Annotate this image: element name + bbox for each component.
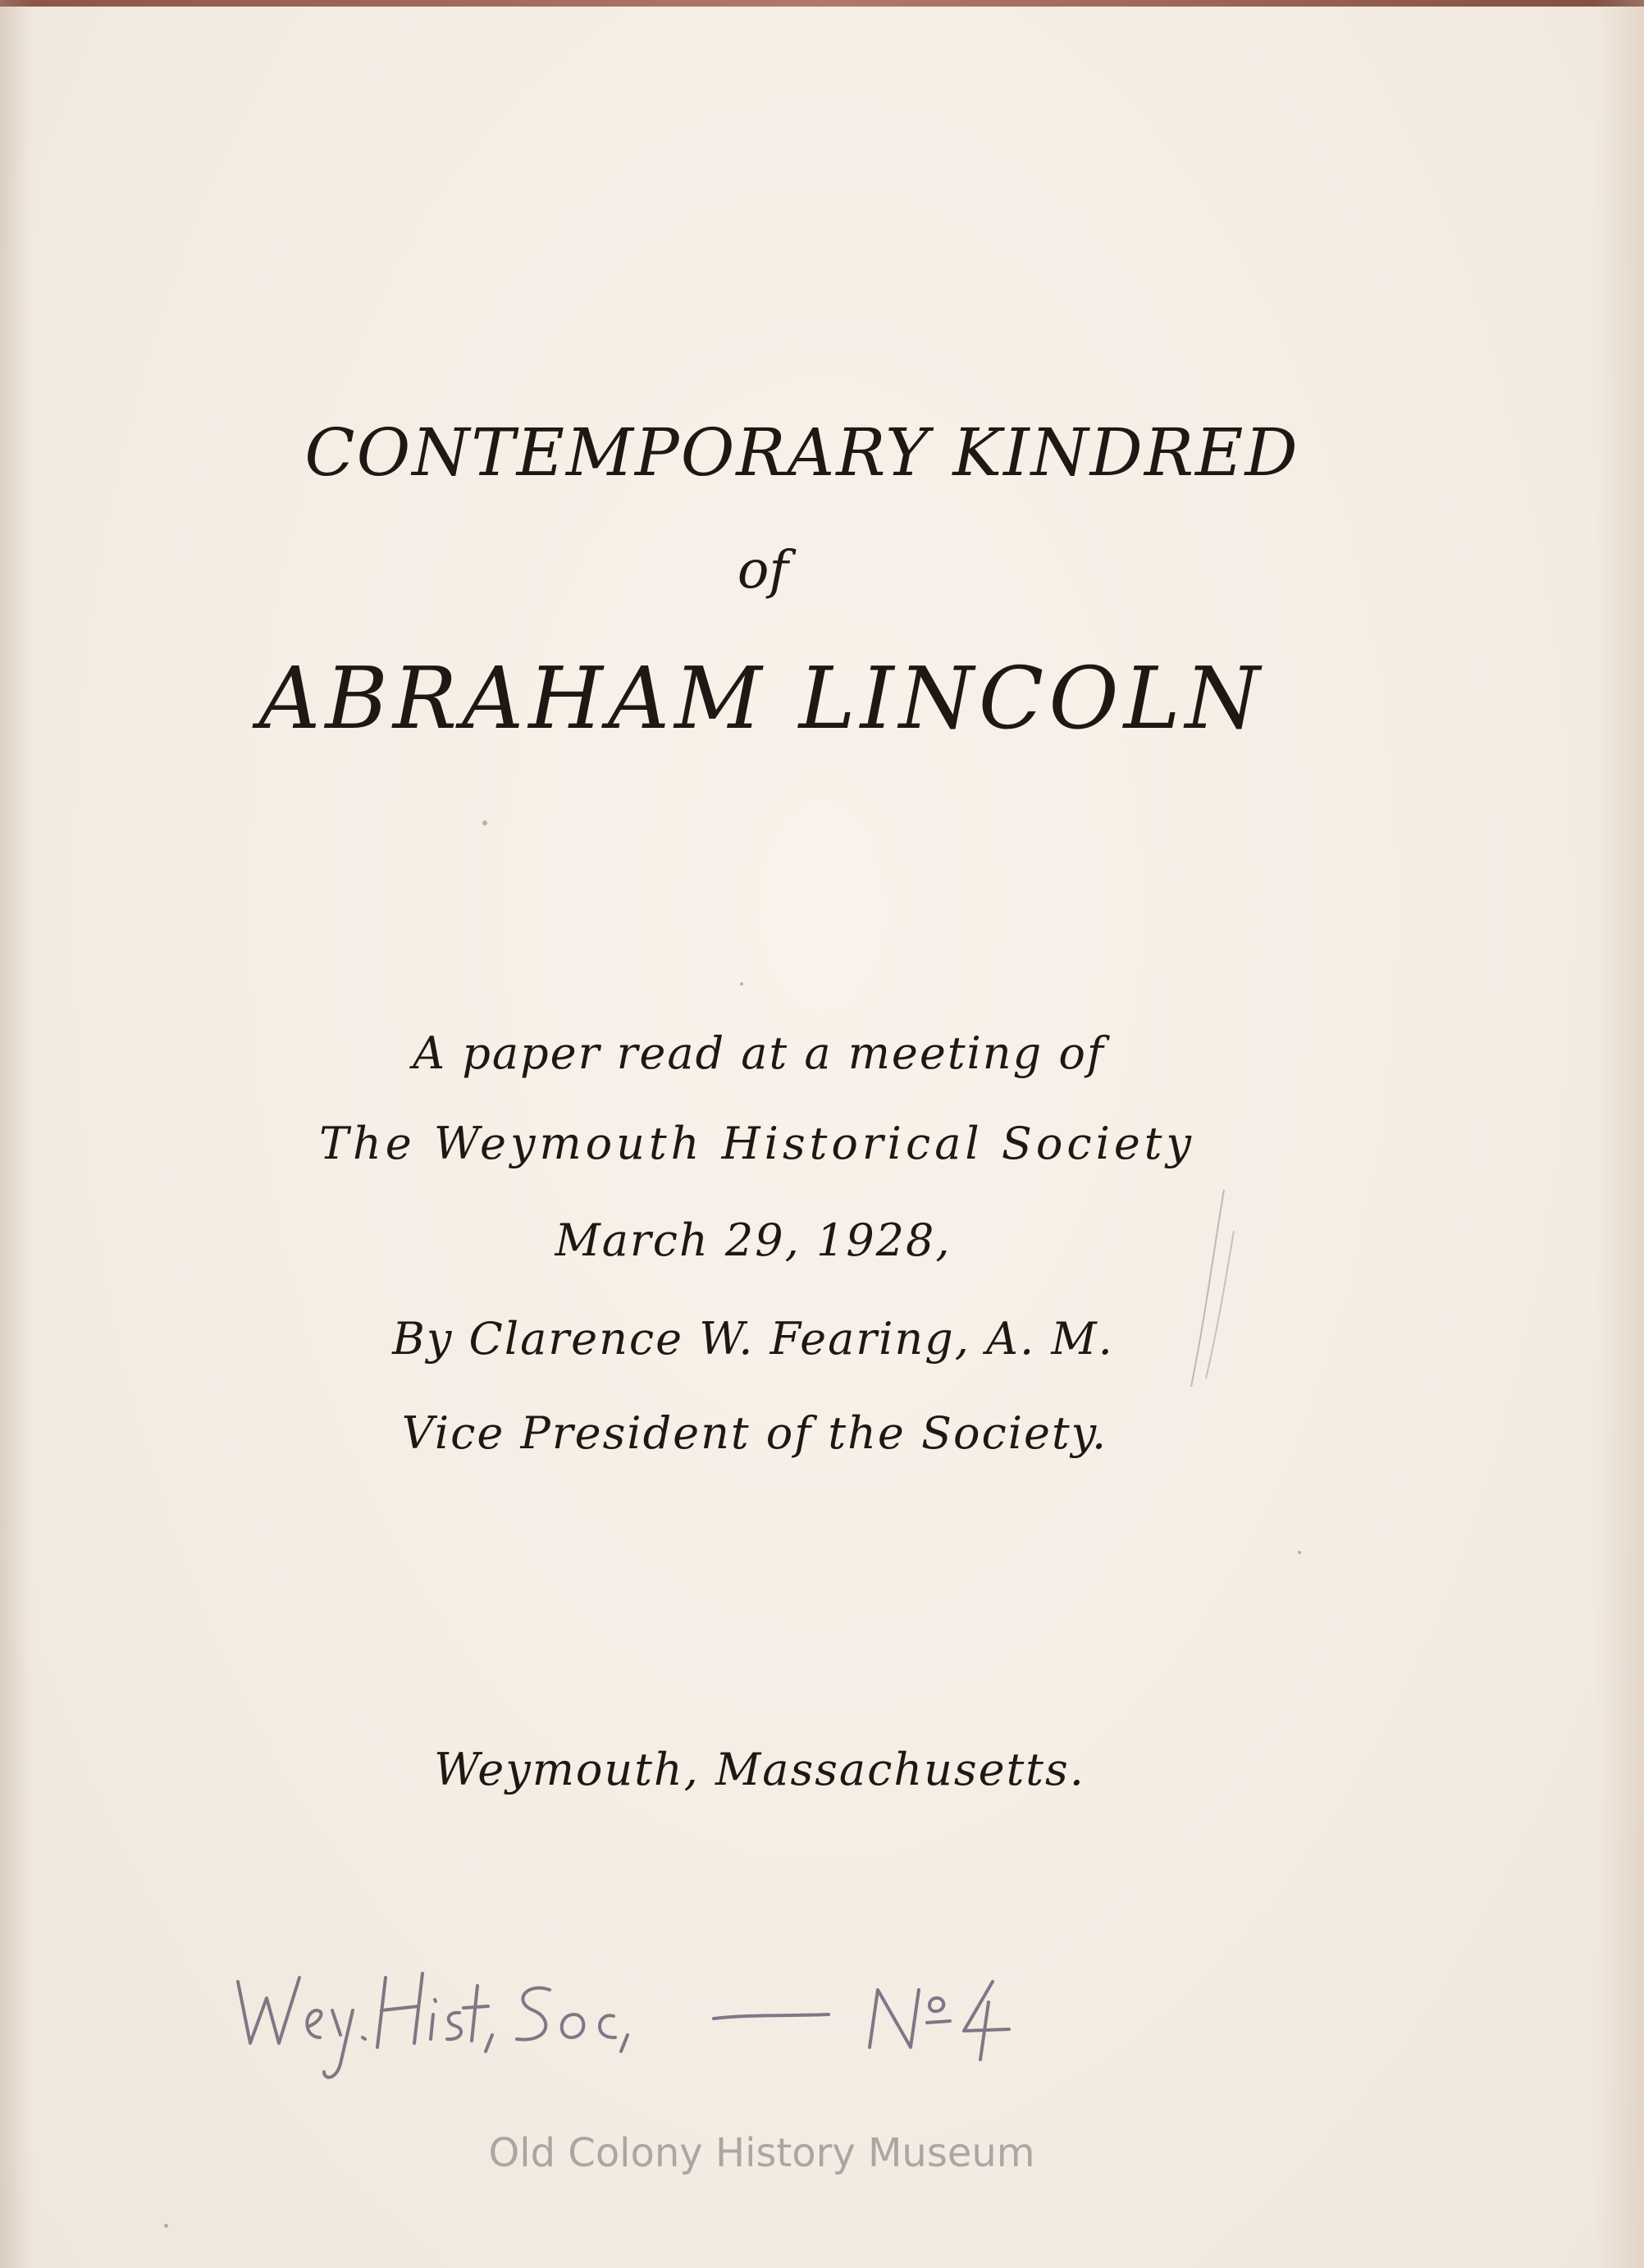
museum-watermark: Old Colony History Museum [488, 2130, 1035, 2176]
paper-speck [1298, 1551, 1301, 1554]
page-top-edge [0, 0, 1644, 7]
title-line-abraham-lincoln: ABRAHAM LINCOLN [258, 648, 1265, 748]
paper-speck [482, 821, 487, 825]
paper-speck [740, 982, 743, 985]
pencil-mark-icon [1173, 1182, 1239, 1395]
paper-speck [164, 2224, 168, 2228]
page-right-shadow [1595, 0, 1644, 2268]
subtitle-line-3: March 29, 1928, [555, 1214, 952, 1266]
subtitle-line-1: A paper read at a meeting of [413, 1027, 1105, 1079]
subtitle-line-2: The Weymouth Historical Society [318, 1118, 1196, 1169]
handwritten-inscription [221, 1957, 1058, 2088]
publication-place: Weymouth, Massachusetts. [434, 1744, 1085, 1795]
title-line-contemporary-kindred: CONTEMPORARY KINDRED [304, 414, 1299, 491]
title-line-of: of [737, 540, 789, 601]
subtitle-line-4: By Clarence W. Fearing, A. M. [392, 1313, 1114, 1365]
subtitle-line-5: Vice President of the Society. [401, 1407, 1108, 1459]
